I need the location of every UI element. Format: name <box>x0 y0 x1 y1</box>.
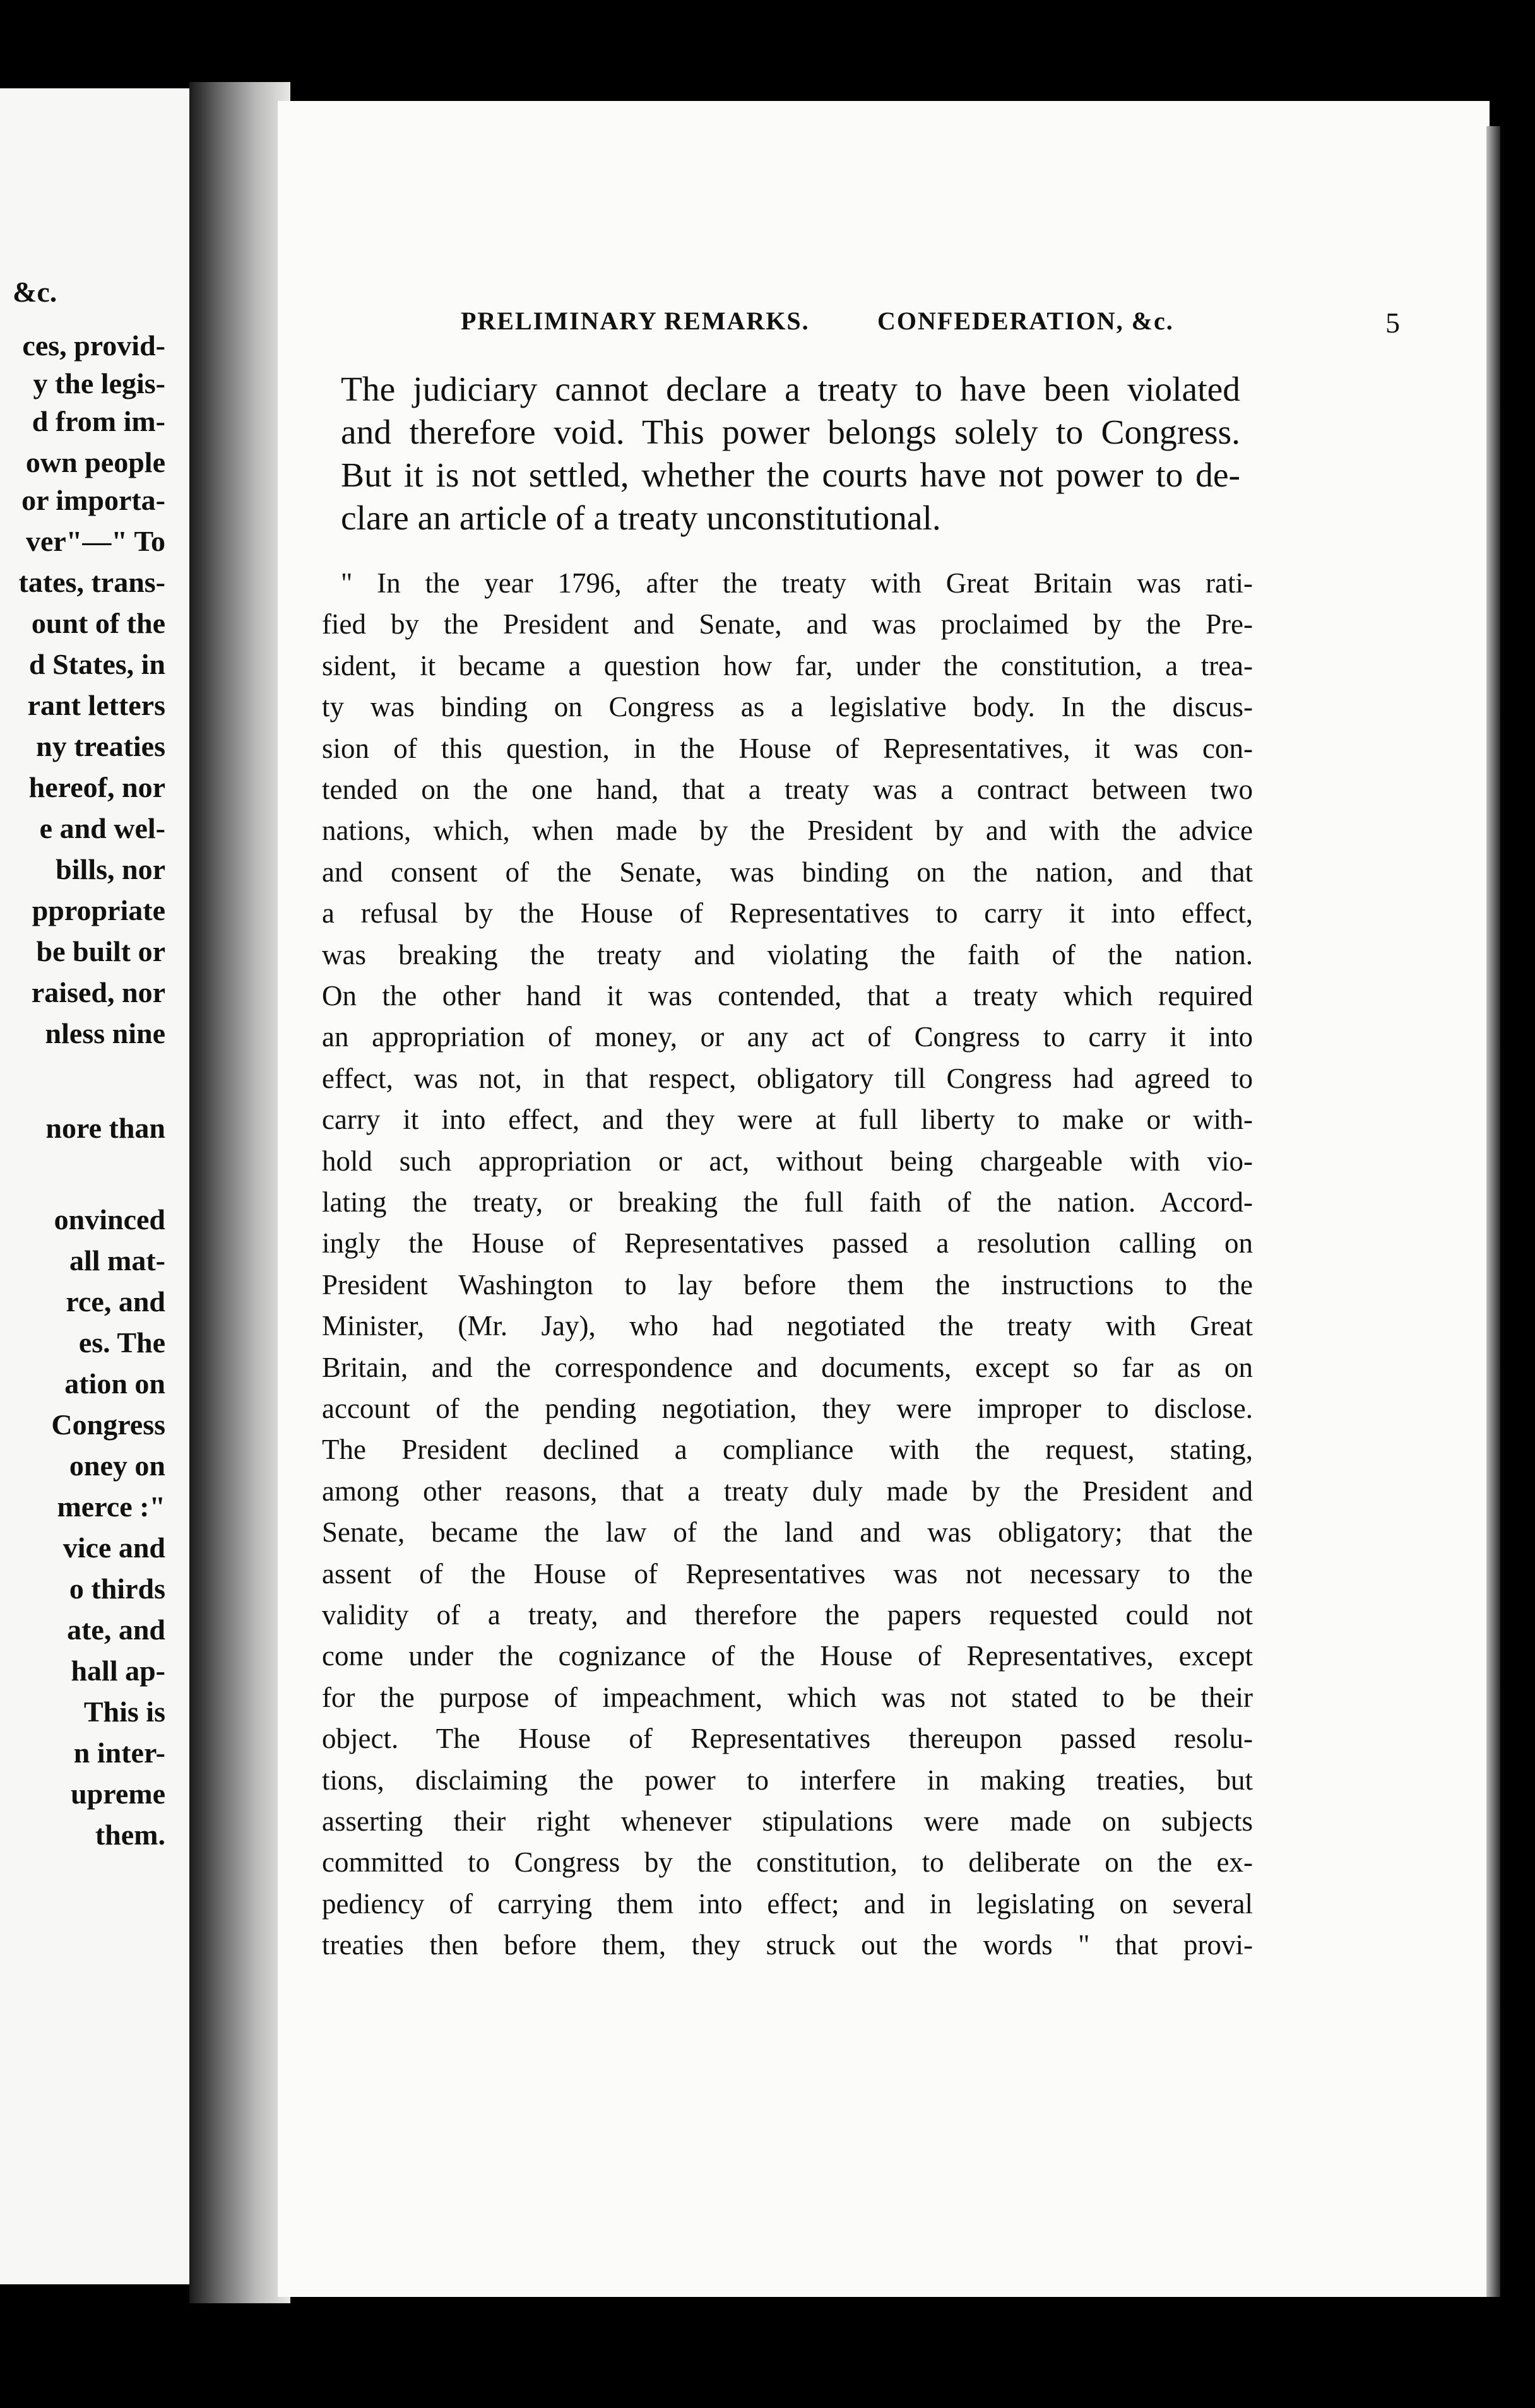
left-page-line: own people <box>25 446 165 478</box>
quote-paragraph-line: On the other hand it was contended, that a treaty which required <box>322 980 1253 1012</box>
quote-paragraph-line: a refusal by the House of Representatives to carry it into effect, <box>322 897 1253 930</box>
quote-paragraph-line: sident, it became a question how far, under the constitution, a trea- <box>322 649 1253 682</box>
left-page-line: es. The <box>78 1326 165 1359</box>
quote-paragraph-line: object. The House of Representatives thereupon passed resolu- <box>322 1723 1253 1755</box>
left-page-line: rce, and <box>66 1285 165 1318</box>
left-page-line: be built or <box>36 935 165 967</box>
left-page-line: raised, nor <box>31 976 165 1008</box>
left-page-line: n inter- <box>73 1737 165 1769</box>
page-number: 5 <box>1385 307 1401 339</box>
page-edge-shadow <box>1486 126 1500 2297</box>
quote-paragraph-line: The President declined a compliance with the request, stating, <box>322 1434 1253 1466</box>
lead-paragraph-line: clare an article of a treaty unconstitutional. <box>341 499 941 538</box>
left-page-line: oney on <box>69 1449 165 1482</box>
running-head-left: PRELIMINARY REMARKS. <box>461 307 810 335</box>
left-page-line: ation on <box>64 1367 165 1400</box>
quote-paragraph-line: assent of the House of Representatives was not necessary to the <box>322 1557 1253 1590</box>
quote-paragraph-line: was breaking the treaty and violating the faith of the nation. <box>322 938 1253 971</box>
left-page-line: tates, trans- <box>18 566 165 598</box>
facing-page-left <box>0 88 189 2284</box>
quote-paragraph-line: tions, disclaiming the power to interfere in making treaties, but <box>322 1764 1253 1796</box>
quote-paragraph-line: Britain, and the correspondence and documents, except so far as on <box>322 1351 1253 1383</box>
lead-paragraph-line: But it is not settled, whether the courts have not power to de- <box>341 456 1240 495</box>
left-page-line: &c. <box>13 276 57 308</box>
quote-paragraph-line: account of the pending negotiation, they were improper to disclose. <box>322 1393 1253 1424</box>
left-page-line: Congress <box>51 1408 165 1441</box>
left-page-line: or importa- <box>21 484 165 516</box>
left-page-line: nless nine <box>45 1017 165 1049</box>
left-page-line: ver"—" To <box>25 525 165 557</box>
quote-paragraph-line: fied by the President and Senate, and was proclaimed by the Pre- <box>322 608 1253 640</box>
left-page-line: ate, and <box>67 1614 165 1646</box>
quote-paragraph-line: hold such appropriation or act, without being chargeable with vio- <box>322 1145 1253 1177</box>
quote-paragraph-line: carry it into effect, and they were at full liberty to make or with- <box>322 1104 1253 1136</box>
quote-paragraph-line: asserting their right whenever stipulations were made on subjects <box>322 1805 1253 1837</box>
quote-paragraph-line: effect, was not, in that respect, obligatory till Congress had agreed to <box>322 1062 1253 1094</box>
quote-paragraph-line: President Washington to lay before them the instructions to the <box>322 1268 1253 1301</box>
quote-paragraph-line: validity of a treaty, and therefore the papers requested could not <box>322 1599 1253 1631</box>
page-right <box>278 101 1490 2297</box>
running-head-right: CONFEDERATION, &c. <box>877 307 1174 335</box>
quote-paragraph-line: among other reasons, that a treaty duly made by the President and <box>322 1475 1253 1507</box>
left-page-line: This is <box>83 1696 165 1728</box>
left-page-line: ces, provid- <box>22 329 165 362</box>
left-page-line: ppropriate <box>32 894 165 926</box>
quote-paragraph-line: lating the treaty, or breaking the full faith of the nation. Accord- <box>322 1186 1253 1218</box>
left-page-line: y the legis- <box>33 367 165 399</box>
left-page-line: onvinced <box>54 1203 165 1236</box>
quote-paragraph-line: ty was binding on Congress as a legislative body. In the discus- <box>322 691 1253 723</box>
quote-paragraph-line: ingly the House of Representatives passed a resolution calling on <box>322 1227 1253 1260</box>
left-page-line: e and wel- <box>39 812 165 844</box>
left-page-line: d from im- <box>32 405 165 437</box>
quote-paragraph-line: come under the cognizance of the House of Representatives, except <box>322 1640 1253 1672</box>
left-page-line: bills, nor <box>56 853 165 885</box>
quote-paragraph-line: nations, which, when made by the President by and with the advice <box>322 815 1253 847</box>
left-page-line: rant letters <box>27 689 165 721</box>
left-page-line: ny treaties <box>36 730 165 762</box>
quote-paragraph-line: for the purpose of impeachment, which was not stated to be their <box>322 1681 1253 1713</box>
book-gutter-shadow <box>189 82 290 2303</box>
left-page-line: o thirds <box>69 1573 165 1605</box>
quote-paragraph-line: treaties then before them, they struck out the words " that provi- <box>322 1929 1253 1961</box>
quote-paragraph-line: an appropriation of money, or any act of Congress to carry it into <box>322 1021 1253 1053</box>
left-page-line: them. <box>95 1819 165 1851</box>
quote-paragraph-line: committed to Congress by the constitution, to deliberate on the ex- <box>322 1846 1253 1879</box>
quote-paragraph-line: pediency of carrying them into effect; and in legislating on several <box>322 1887 1253 1920</box>
quote-paragraph-line: Minister, (Mr. Jay), who had negotiated the treaty with Great <box>322 1310 1253 1342</box>
left-page-line: nore than <box>45 1112 165 1144</box>
quote-paragraph-line: Senate, became the law of the land and was obligatory; that the <box>322 1516 1253 1549</box>
quote-paragraph-line: " In the year 1796, after the treaty with Great Britain was rati- <box>341 567 1253 599</box>
lead-paragraph-line: and therefore void. This power belongs solely to Congress. <box>341 413 1240 452</box>
left-page-line: merce :" <box>57 1490 165 1523</box>
lead-paragraph-line: The judiciary cannot declare a treaty to have been violated <box>341 370 1240 409</box>
left-page-line: hereof, nor <box>28 771 165 803</box>
left-page-line: vice and <box>62 1532 165 1564</box>
left-page-line: ount of the <box>31 607 165 639</box>
left-page-line: upreme <box>71 1778 165 1810</box>
running-head <box>461 306 1401 344</box>
left-page-line: d States, in <box>29 648 165 680</box>
quote-paragraph-line: tended on the one hand, that a treaty was a contract between two <box>322 774 1253 805</box>
left-page-line: hall ap- <box>71 1655 165 1687</box>
left-page-line: all mat- <box>69 1244 165 1277</box>
quote-paragraph-line: and consent of the Senate, was binding on the nation, and that <box>322 856 1253 888</box>
quote-paragraph-line: sion of this question, in the House of Representatives, it was con- <box>322 732 1253 764</box>
